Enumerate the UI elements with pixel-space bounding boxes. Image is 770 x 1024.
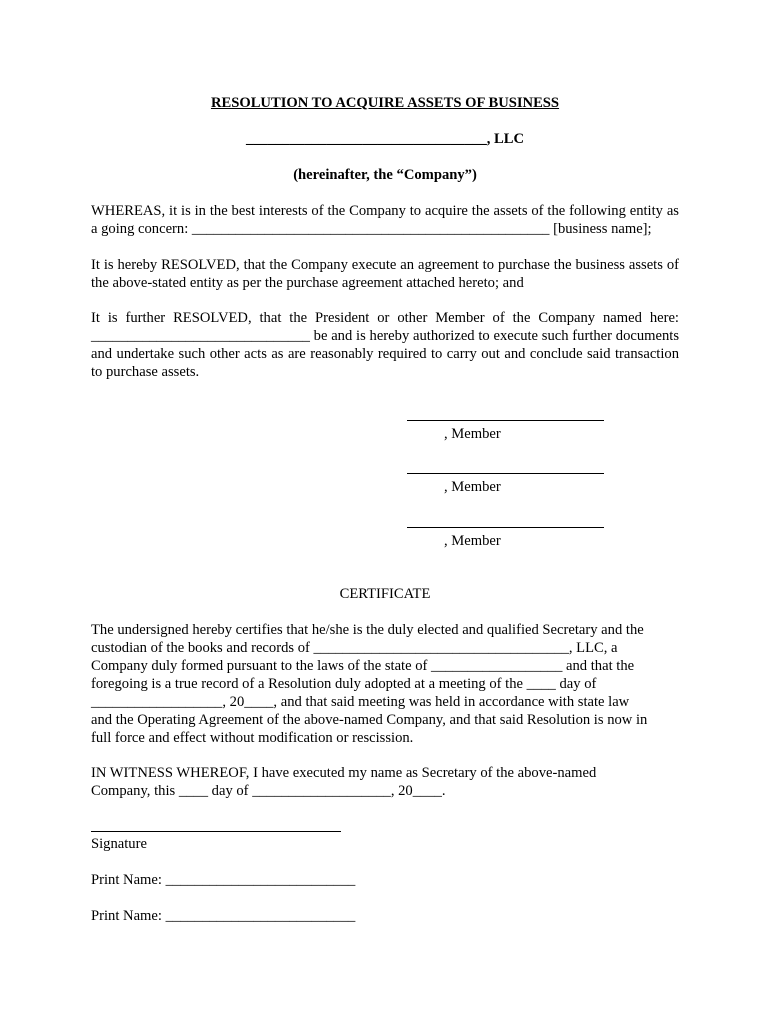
resolved-paragraph-1: It is hereby RESOLVED, that the Company execute an agreement to purchase the business assets of the above-stated entity as per the purchase agreement attached hereto; and (91, 257, 679, 291)
certificate-line: custodian of the books and records of ___________________________________, LLC, a (91, 640, 618, 656)
print-name-field-1: Print Name: __________________________ (91, 872, 356, 888)
company-name-line: _________________________________, LLC (245, 131, 525, 147)
certificate-line: full force and effect without modification or rescission. (91, 730, 414, 746)
secretary-signature-line (91, 831, 341, 832)
hereinafter-line: (hereinafter, the “Company”) (293, 167, 477, 183)
certificate-line: __________________, 20____, and that said meeting was held in accordance with state law (91, 694, 630, 710)
document-title: RESOLUTION TO ACQUIRE ASSETS OF BUSINESS (210, 95, 560, 111)
member-signature-line-3 (407, 527, 604, 528)
signature-label: Signature (91, 836, 147, 852)
certificate-line: The undersigned hereby certifies that he/she is the duly elected and qualified Secretary and the (91, 622, 644, 638)
resolved-paragraph-2: It is further RESOLVED, that the President or other Member of the Company named here: ______________________________ be and is hereby authorized to execute such further documents and undertake such other acts as are reasonably required to carry out and conclude said transaction to purchase assets. (91, 310, 679, 380)
certificate-line: Company duly formed pursuant to the laws of the state of __________________ and that the (91, 658, 635, 674)
whereas-paragraph: WHEREAS, it is in the best interests of the Company to acquire the assets of the following entity as a going concern: _________________________________________________ [business name]; (91, 203, 679, 237)
witness-line: IN WITNESS WHEREOF, I have executed my name as Secretary of the above-named (91, 765, 597, 781)
member-signature-line-2 (407, 473, 604, 474)
member-label-3: , Member (444, 533, 501, 549)
print-name-field-2: Print Name: __________________________ (91, 908, 356, 924)
certificate-line: and the Operating Agreement of the above-named Company, and that said Resolution is now in (91, 712, 648, 728)
certificate-line: foregoing is a true record of a Resolution duly adopted at a meeting of the ____ day of (91, 676, 597, 692)
certificate-heading: CERTIFICATE (339, 586, 431, 602)
witness-line: Company, this ____ day of ___________________, 20____. (91, 783, 446, 799)
member-label-1: , Member (444, 426, 501, 442)
member-label-2: , Member (444, 479, 501, 495)
member-signature-line-1 (407, 420, 604, 421)
